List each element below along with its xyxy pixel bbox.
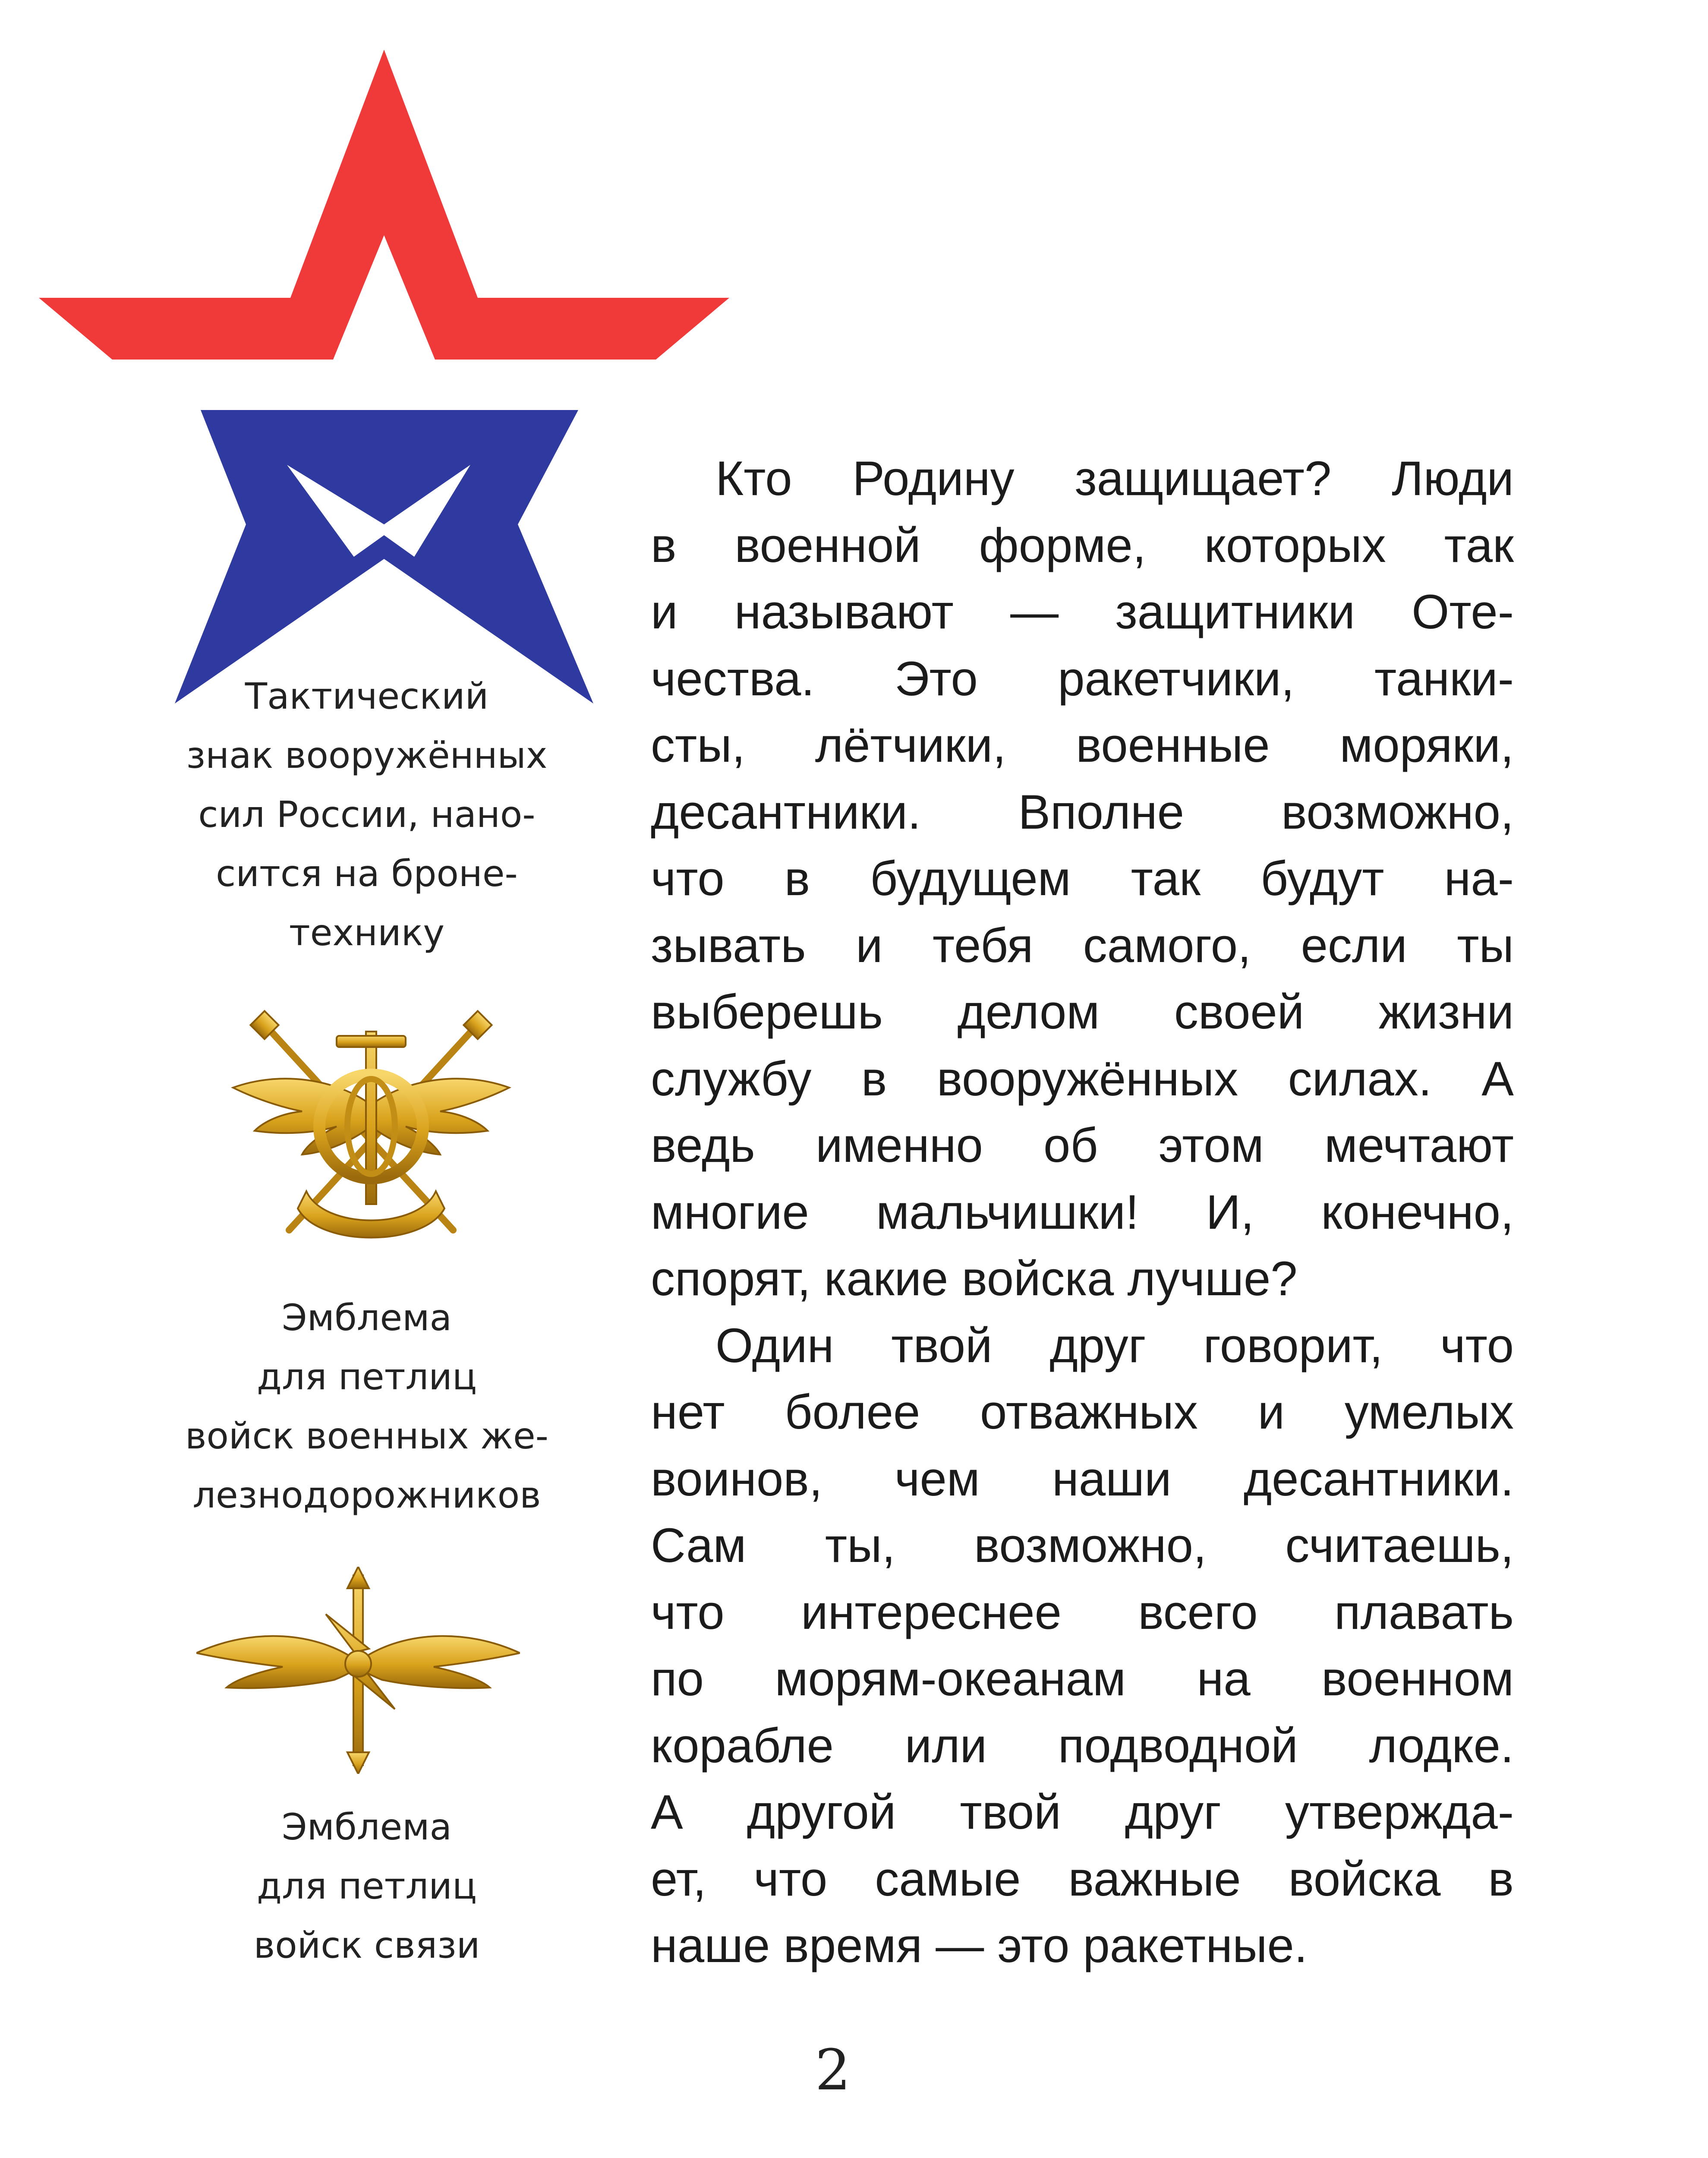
text-line: нет более отважных и умелых [651,1385,1514,1439]
text-line: десантники. Вполне возможно, [651,785,1514,839]
caption-tactical-star: Тактический знак вооружённых сил России, нано- сится на броне- технику [186,675,548,954]
tactical-star-icon [39,50,729,714]
star-blue-bottom [175,410,593,704]
text-line: Сам ты, возможно, считаешь, [651,1518,1514,1572]
text-line: наше время — это ракетные. [651,1918,1308,1972]
text-line: что интереснее всего плавать [651,1585,1514,1639]
body-text [651,445,1514,1979]
text-line: по морям-океанам на военном [651,1652,1514,1706]
text-line: многие мальчишки! И, конечно, [651,1185,1514,1239]
text-line: корабле или подводной лодке. [651,1718,1514,1773]
text-line: и называют — защитники Оте- [651,585,1514,639]
caption-signal-emblem: Эмблема для петлиц войск связи [253,1806,480,1966]
text-line: чества. Это ракетчики, танки- [651,651,1514,706]
text-line: Кто Родину защищает? Люди [715,451,1514,505]
text-line: спорят, какие войска лучше? [651,1252,1298,1306]
text-line: в военной форме, которых так [651,518,1514,572]
text-line: зывать и тебя самого, если ты [651,918,1514,972]
text-line: выберешь делом своей жизни [651,985,1514,1039]
signal-troops-emblem-icon [196,1567,520,1774]
left-wing [196,1636,358,1688]
text-line: Один твой друг говорит, что [715,1318,1514,1372]
railway-troops-emblem-icon [229,1006,514,1247]
paragraph-1 [651,445,1514,1312]
text-line: что в будущем так будут на- [651,852,1514,905]
caption-railway-emblem: Эмблема для петлиц войск военных же- лезнодорожников [185,1297,548,1516]
text-line: воинов, чем наши десантники. [651,1451,1514,1506]
text-line: ет, что самые важные войска в [651,1852,1514,1906]
text-line: ведь именно об этом мечтают [651,1118,1514,1172]
text-line: сты, лётчики, военные моряки, [651,718,1514,772]
text-line: А другой твой друг утвержда- [651,1785,1514,1839]
right-wing [358,1636,520,1688]
page-number: 2 [815,2037,851,2103]
text-line: службу в вооружённых силах. А [651,1051,1514,1106]
paragraph-2 [651,1312,1514,1979]
star-red-top [39,50,729,360]
